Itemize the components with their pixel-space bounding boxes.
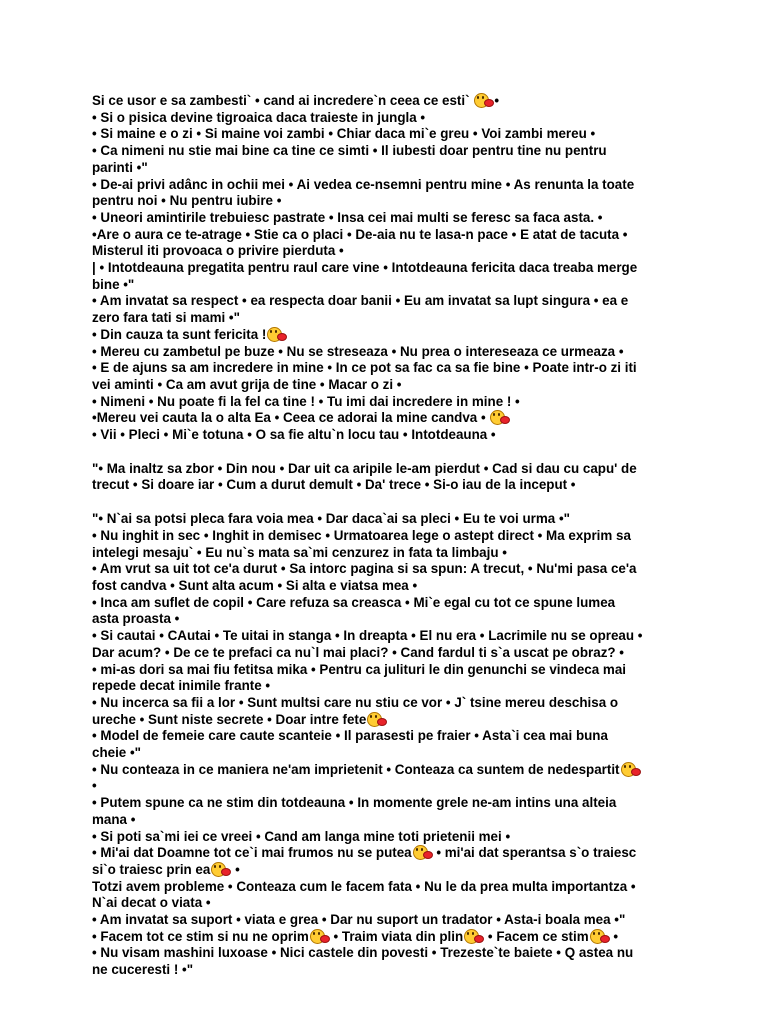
text-line: • Am invatat sa respect • ea respecta doar banii • Eu am invatat sa lupt singura • ea e (92, 293, 629, 309)
line-text: • Din cauza ta sunt fericita ! (92, 326, 267, 342)
text-line: asta proasta • (92, 611, 180, 627)
text-line: zero fara tati si mami •" (92, 310, 240, 326)
text-line: • Nu incerca sa fii a lor • Sunt multsi care nu stiu ce vor • J` tsine mereu deschisa o (92, 694, 619, 710)
line-text: • (231, 861, 240, 877)
text-line: • Am vrut sa uit tot ce'a durut • Sa intorc pagina si sa spun: A trecut, • Nu'mi pasa ce'a (92, 561, 637, 577)
line-text: • Nu conteaza in ce maniera ne'am imprietenit • Conteaza ca suntem de nedespartit (92, 761, 620, 777)
text-line: intelegi mesaju` • Eu nu`s mata sa`mi cenzurez in fata ta limbaju • (92, 544, 507, 560)
text-line: • Model de femeie care caute scanteie • Il parasesti pe fraier • Asta`i cea mai buna (92, 728, 608, 744)
line-text: Si ce usor e sa zambesti` • cand ai incredere`n ceea ce esti` (92, 93, 470, 108)
kiss-emoticon-icon (211, 862, 230, 876)
line-text: si`o traiesc prin ea (92, 861, 211, 877)
text-line: • Vii • Pleci • Mi`e totuna • O sa fie altu`n locu tau • Intotdeauna • (92, 427, 496, 443)
text-line: • Ca nimeni nu stie mai bine ca tine ce simti • Il iubesti doar pentru tine nu pentru (92, 143, 607, 159)
kiss-emoticon-icon (590, 929, 609, 943)
line-text: • Facem tot ce stim si nu ne oprim (92, 928, 309, 944)
kiss-emoticon-icon (474, 93, 493, 107)
blank-line (92, 444, 692, 461)
text-line: pentru noi • Nu pentru iubire • (92, 193, 282, 209)
kiss-emoticon-icon (621, 762, 640, 776)
text-line: • De-ai privi adânc in ochii mei • Ai vedea ce-nsemni pentru mine • As renunta la toate (92, 176, 635, 192)
text-line (92, 410, 692, 427)
text-line (92, 712, 692, 729)
line-text: • Traim viata din plin (329, 928, 464, 944)
text-line: vei aminti • Ca am avut grija de tine • Macar o zi • (92, 376, 402, 392)
text-line (92, 929, 692, 946)
line-text: • (494, 93, 500, 108)
line-text: ureche • Sunt niste secrete • Doar intre fete (92, 711, 367, 727)
text-line: • Mereu cu zambetul pe buze • Nu se streseaza • Nu prea o intereseaza ce urmeaza • (92, 343, 624, 359)
text-line: • Nimeni • Nu poate fi la fel ca tine ! • Tu imi dai incredere in mine ! • (92, 393, 520, 409)
line-text: •Mereu vei cauta la o alta Ea • Ceea ce adorai la mine candva • (92, 410, 486, 426)
text-line: • E de ajuns sa am incredere in mine • In ce pot sa fac ca sa fie bine • Poate intr-o zi iti (92, 360, 637, 376)
line-text: • Mi'ai dat Doamne tot ce`i mai frumos nu se putea (92, 845, 412, 861)
text-line: Dar acum? • De ce te prefaci ca nu`l mai placi? • Cand fardul ti s`a uscat pe obraz? • (92, 644, 624, 660)
text-line (92, 862, 692, 879)
text-line: Totzi avem probleme • Conteaza cum le facem fata • Nu le da prea multa importantza • (92, 878, 636, 894)
kiss-emoticon-icon (267, 327, 286, 341)
text-line: • Si poti sa`mi iei ce vreei • Cand am langa mine toti prietenii mei • (92, 828, 511, 844)
text-line: parinti •" (92, 159, 148, 175)
text-line: trecut • Si doare iar • Cum a durut demult • Da' trece • Si-o iau de la inceput • (92, 477, 576, 493)
text-line: • Nu visam mashini luxoase • Nici castele din povesti • Trezeste`te baiete • Q astea nu (92, 945, 634, 961)
blank-line (92, 494, 692, 511)
line-text: • mi'ai dat sperantsa s`o traiesc (432, 845, 637, 861)
kiss-emoticon-icon (413, 845, 432, 859)
line-text: • (609, 928, 619, 944)
line-text: • Facem ce stim (484, 928, 589, 944)
text-line: Misterul iti provoaca o privire pierduta • (92, 243, 344, 259)
text-line: • Am invatat sa suport • viata e grea • Dar nu suport un tradator • Asta-i boala mea •" (92, 912, 626, 928)
text-line (92, 762, 692, 779)
text-line: • Si o pisica devine tigroaica daca traieste in jungla • (92, 109, 426, 125)
text-line: N`ai decat o viata • (92, 895, 211, 911)
text-line: • Si maine e o zi • Si maine voi zambi • Chiar daca mi`e greu • Voi zambi mereu • (92, 126, 596, 142)
text-line: "• N`ai sa potsi pleca fara voia mea • Dar daca`ai sa pleci • Eu te voi urma •" (92, 511, 570, 527)
kiss-emoticon-icon (367, 712, 386, 726)
text-line: • Putem spune ca ne stim din totdeauna • In momente grele ne-am intins una alteia (92, 795, 617, 811)
text-line: "• Ma inaltz sa zbor • Din nou • Dar uit ca aripile le-am pierdut • Cad si dau cu capu' de (92, 460, 637, 476)
text-line: • Si cautai • CAutai • Te uitai in stanga • In dreapta • El nu era • Lacrimile nu se opreau • (92, 628, 643, 644)
kiss-emoticon-icon (490, 410, 509, 424)
text-line: mana • (92, 811, 136, 827)
text-line: ne cuceresti ! •" (92, 962, 194, 978)
text-line: • Nu inghit in sec • Inghit in demisec • Urmatoarea lege o astept direct • Ma exprim sa (92, 527, 631, 543)
text-line: • Inca am suflet de copil • Care refuza sa creasca • Mi`e egal cu tot ce spune lumea (92, 594, 616, 610)
document-body (92, 93, 692, 979)
text-line: •Are o aura ce te-atrage • Stie ca o placi • De-aia nu te lasa-n pace • E atat de tacuta • (92, 226, 628, 242)
text-line (92, 845, 692, 862)
text-line: bine •" (92, 276, 135, 292)
text-line (92, 93, 692, 110)
text-line: fost candva • Sunt alta acum • Si alta e viatsa mea • (92, 577, 418, 593)
text-line: repede decat inimile frante • (92, 678, 271, 694)
text-line: • Uneori amintirile trebuiesc pastrate • Insa cei mai multi se feresc sa faca asta. • (92, 209, 603, 225)
text-line: • (92, 778, 97, 794)
text-line: | • Intotdeauna pregatita pentru raul care vine • Intotdeauna fericita daca treaba merge (92, 260, 638, 276)
kiss-emoticon-icon (310, 929, 329, 943)
text-line: cheie •" (92, 745, 141, 761)
text-line (92, 327, 692, 344)
text-line: • mi-as dori sa mai fiu fetitsa mika • Pentru ca julituri le din genunchi se vindeca mai (92, 661, 626, 677)
kiss-emoticon-icon (464, 929, 483, 943)
